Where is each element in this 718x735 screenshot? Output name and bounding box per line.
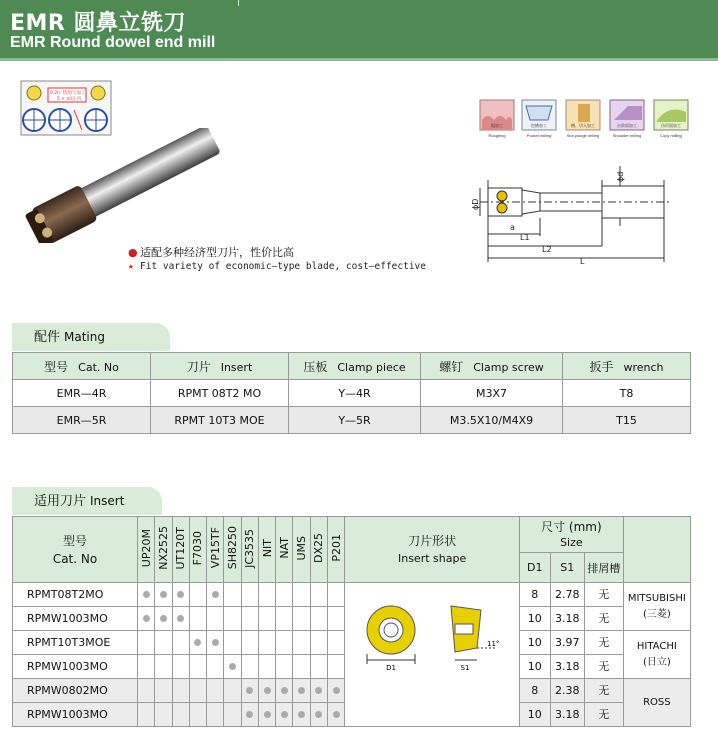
- availability-dot-icon: [246, 687, 253, 694]
- badge-top-text: 0.2h. 铣削与加工: [50, 91, 86, 96]
- grade-cell: [189, 607, 206, 631]
- grade-cell: [276, 679, 293, 703]
- grade-cell: [172, 607, 189, 631]
- grade-header: JC3535: [241, 517, 258, 583]
- mating-tab-en: Mating: [64, 330, 105, 344]
- title-cn: EMR 圆鼻立铣刀: [10, 11, 187, 36]
- op-copy-label: Copy milling: [660, 133, 682, 138]
- dim-phi-d: ϕd: [616, 171, 625, 182]
- grade-header: VP15TF: [207, 517, 224, 583]
- grade-cell: [155, 631, 172, 655]
- grade-cell: [327, 679, 344, 703]
- op-pocket-label: Pocket milling: [526, 133, 552, 138]
- insert-chip-groove: 无: [585, 655, 624, 679]
- availability-dot-icon: [264, 687, 271, 694]
- grade-cell: [138, 607, 155, 631]
- availability-dot-icon: [194, 639, 201, 646]
- availability-dot-icon: [212, 591, 219, 598]
- grade-cell: [241, 607, 258, 631]
- grade-cell: [189, 703, 206, 727]
- insert-header-model-cn: 型号: [63, 533, 88, 548]
- grade-cell: [258, 703, 275, 727]
- mating-cell: EMR—4R: [13, 380, 151, 407]
- availability-dot-icon: [212, 639, 219, 646]
- title-en: EMR Round dowel end mill: [10, 34, 216, 51]
- dim-L2: L2: [542, 245, 552, 254]
- grade-header: SH8250: [224, 517, 241, 583]
- op-roughing-cn: 粗加工: [491, 123, 503, 128]
- star-icon: ★: [128, 261, 134, 272]
- mating-cell: Y—5R: [289, 407, 421, 434]
- brand-name: HITACHI: [636, 640, 677, 652]
- dim-phi-D: ϕD: [471, 198, 480, 210]
- insert-header-chip: 排屑槽: [585, 553, 624, 583]
- grade-cell: [310, 607, 327, 631]
- grade-cell: [276, 703, 293, 727]
- grade-cell: [224, 607, 241, 631]
- availability-dot-icon: [264, 711, 271, 718]
- grade-cell: [138, 679, 155, 703]
- insert-header-size: [520, 517, 624, 553]
- availability-dot-icon: [160, 591, 167, 598]
- insert-d1: 10: [520, 703, 550, 727]
- mating-header-screw: 螺钉 Clamp screw: [421, 353, 563, 380]
- grade-cell: [293, 679, 310, 703]
- insert-s1: 3.18: [550, 703, 585, 727]
- insert-s1: 3.18: [550, 607, 585, 631]
- availability-dot-icon: [143, 615, 150, 622]
- mating-header-clamp: 压板 Clamp piece: [289, 353, 421, 380]
- grade-header: UT120T: [172, 517, 189, 583]
- shape-s1-label: S1: [460, 664, 470, 672]
- grade-cell: [224, 583, 241, 607]
- insert-cat-no: RPMT10T3MOE: [13, 631, 138, 655]
- dim-a: a: [510, 223, 515, 232]
- dim-L: L: [580, 257, 585, 266]
- availability-dot-icon: [143, 591, 150, 598]
- insert-header-shape-cn: 刀片形状: [408, 533, 457, 548]
- availability-dot-icon: [315, 711, 322, 718]
- insert-header-d1: D1: [520, 553, 550, 583]
- grade-cell: [207, 583, 224, 607]
- mating-header-wrench: 扳手 wrench: [563, 353, 691, 380]
- insert-chip-groove: 无: [585, 631, 624, 655]
- insert-header-model: [13, 517, 138, 583]
- grade-cell: [293, 655, 310, 679]
- grade-header: UP20M: [138, 517, 155, 583]
- grade-header: P201: [327, 517, 344, 583]
- grade-cell: [138, 655, 155, 679]
- grade-cell: [327, 655, 344, 679]
- mating-table: [12, 352, 691, 434]
- grade-cell: [207, 679, 224, 703]
- grade-header: UMS: [293, 517, 310, 583]
- feature-en-text: Fit variety of economic—type blade, cost—effective: [140, 261, 426, 272]
- feature-cn: [128, 244, 294, 260]
- insert-header-size-en: Size: [560, 535, 583, 549]
- grade-cell: [258, 583, 275, 607]
- grade-cell: [293, 631, 310, 655]
- shape-angle-label: 11°: [487, 640, 500, 648]
- mating-header-insert: 刀片 Insert: [151, 353, 289, 380]
- insert-brand: [623, 583, 690, 631]
- insert-tab-en: Insert: [90, 494, 125, 508]
- op-slot-cn: 槽、切入加工: [571, 123, 595, 128]
- insert-cat-no: RPMW0802MO: [13, 679, 138, 703]
- grade-cell: [189, 679, 206, 703]
- insert-cat-no: RPMW1003MO: [13, 703, 138, 727]
- insert-d1: 10: [520, 655, 550, 679]
- availability-dot-icon: [177, 591, 184, 598]
- feature-en: [128, 261, 426, 272]
- dimension-drawing: [470, 160, 695, 270]
- header-underline: [0, 58, 718, 61]
- grade-cell: [310, 655, 327, 679]
- grade-header: NIT: [258, 517, 275, 583]
- grade-cell: [155, 703, 172, 727]
- grade-cell: [241, 679, 258, 703]
- grade-cell: [310, 679, 327, 703]
- brand-name: MITSUBISHI: [627, 592, 686, 604]
- availability-dot-icon: [177, 615, 184, 622]
- grade-cell: [155, 607, 172, 631]
- availability-dot-icon: [160, 615, 167, 622]
- insert-shape-drawing: [355, 590, 515, 676]
- insert-tab: [12, 487, 162, 515]
- availability-dot-icon: [315, 687, 322, 694]
- table-row: [13, 380, 691, 407]
- insert-s1: 3.18: [550, 655, 585, 679]
- insert-header-size-cn: 尺寸 (mm): [541, 519, 602, 534]
- mating-cell: RPMT 08T2 MO: [151, 380, 289, 407]
- op-shoulder-cn: 台阶面加工: [617, 123, 637, 128]
- grade-cell: [138, 631, 155, 655]
- grade-cell: [172, 655, 189, 679]
- mating-cell: T8: [563, 380, 691, 407]
- grade-cell: [258, 631, 275, 655]
- table-row: [13, 407, 691, 434]
- brand-name-cn: (日立): [642, 656, 671, 668]
- op-pocket-cn: 挖槽加工: [531, 123, 547, 128]
- table-row: [13, 583, 691, 607]
- grade-cell: [293, 583, 310, 607]
- grade-cell: [207, 703, 224, 727]
- grade-cell: [172, 679, 189, 703]
- grade-cell: [155, 679, 172, 703]
- grade-cell: [224, 703, 241, 727]
- grade-cell: [207, 631, 224, 655]
- availability-dot-icon: [281, 687, 288, 694]
- grade-cell: [327, 607, 344, 631]
- insert-header-s1: S1: [550, 553, 585, 583]
- grade-cell: [241, 655, 258, 679]
- grade-cell: [310, 583, 327, 607]
- brand-name-cn: (三菱): [642, 608, 671, 620]
- grade-cell: [155, 655, 172, 679]
- grade-cell: [327, 631, 344, 655]
- insert-chip-groove: 无: [585, 703, 624, 727]
- grade-cell: [189, 583, 206, 607]
- badge-sub-text: 5 × m以 内: [57, 97, 82, 102]
- insert-chip-groove: 无: [585, 583, 624, 607]
- grade-cell: [207, 655, 224, 679]
- grade-cell: [138, 583, 155, 607]
- header-tick: [238, 0, 239, 6]
- op-shoulder-label: Shoulder milling: [612, 133, 642, 138]
- grade-cell: [241, 583, 258, 607]
- grade-cell: [327, 703, 344, 727]
- grade-cell: [172, 703, 189, 727]
- mating-cell: M3.5X10/M4X9: [421, 407, 563, 434]
- insert-chip-groove: 无: [585, 679, 624, 703]
- mating-cell: T15: [563, 407, 691, 434]
- operation-icons: [478, 98, 693, 140]
- grade-cell: [258, 607, 275, 631]
- insert-chip-groove: 无: [585, 607, 624, 631]
- grade-cell: [276, 583, 293, 607]
- op-copy-cn: 仿形面加工: [661, 123, 681, 128]
- page-header: [0, 0, 718, 58]
- insert-cat-no: RPMT08T2MO: [13, 583, 138, 607]
- grade-header: DX25: [310, 517, 327, 583]
- op-roughing-label: Roughing: [488, 133, 506, 138]
- mating-cell: Y—4R: [289, 380, 421, 407]
- insert-tab-cn: 适用刀片: [34, 494, 87, 509]
- insert-table: [12, 516, 691, 727]
- grade-cell: [224, 679, 241, 703]
- grade-cell: [327, 583, 344, 607]
- grade-cell: [293, 703, 310, 727]
- grade-cell: [189, 631, 206, 655]
- grade-cell: [310, 703, 327, 727]
- availability-dot-icon: [298, 711, 305, 718]
- grade-cell: [276, 655, 293, 679]
- brand-name: ROSS: [643, 696, 671, 708]
- insert-brand: [623, 679, 690, 727]
- insert-header-shape-en: Insert shape: [397, 551, 467, 565]
- dim-L1: L1: [520, 233, 530, 242]
- grade-cell: [258, 655, 275, 679]
- grade-header: F7030: [189, 517, 206, 583]
- grade-cell: [276, 607, 293, 631]
- insert-s1: 2.78: [550, 583, 585, 607]
- insert-cat-no: RPMW1003MO: [13, 607, 138, 631]
- insert-header-shape: [345, 517, 520, 583]
- grade-cell: [172, 583, 189, 607]
- mating-tab-cn: 配件: [34, 330, 61, 345]
- grade-cell: [207, 607, 224, 631]
- grade-cell: [224, 631, 241, 655]
- availability-dot-icon: [333, 711, 340, 718]
- mating-cell: M3X7: [421, 380, 563, 407]
- mating-header-cat: 型号 Cat. No: [13, 353, 151, 380]
- grade-cell: [155, 583, 172, 607]
- end-mill-image: [20, 128, 230, 243]
- grade-cell: [276, 631, 293, 655]
- insert-s1: 2.38: [550, 679, 585, 703]
- grade-cell: [258, 679, 275, 703]
- availability-dot-icon: [229, 663, 236, 670]
- insert-brand: [623, 631, 690, 679]
- mating-tab: [12, 323, 170, 351]
- grade-cell: [241, 631, 258, 655]
- mating-cell: RPMT 10T3 MOE: [151, 407, 289, 434]
- grade-cell: [241, 703, 258, 727]
- insert-d1: 8: [520, 679, 550, 703]
- availability-dot-icon: [333, 687, 340, 694]
- insert-s1: 3.97: [550, 631, 585, 655]
- grade-cell: [293, 607, 310, 631]
- bullet-icon: ●: [128, 246, 138, 259]
- availability-dot-icon: [298, 687, 305, 694]
- insert-d1: 10: [520, 607, 550, 631]
- grade-cell: [172, 631, 189, 655]
- op-slot-label: Slot,plunge milling: [566, 133, 600, 138]
- feature-cn-text: 适配多种经济型刀片，性价比高: [140, 246, 294, 259]
- insert-header-brand: [623, 517, 690, 583]
- availability-dot-icon: [246, 711, 253, 718]
- insert-header-model-en: Cat. No: [52, 551, 98, 566]
- insert-d1: 8: [520, 583, 550, 607]
- grade-cell: [189, 655, 206, 679]
- grade-cell: [224, 655, 241, 679]
- insert-d1: 10: [520, 631, 550, 655]
- grade-cell: [310, 631, 327, 655]
- availability-dot-icon: [281, 711, 288, 718]
- shape-d1-label: D1: [386, 664, 396, 672]
- grade-cell: [138, 703, 155, 727]
- grade-header: NX2525: [155, 517, 172, 583]
- insert-cat-no: RPMW1003MO: [13, 655, 138, 679]
- mating-cell: EMR—5R: [13, 407, 151, 434]
- grade-header: NAT: [276, 517, 293, 583]
